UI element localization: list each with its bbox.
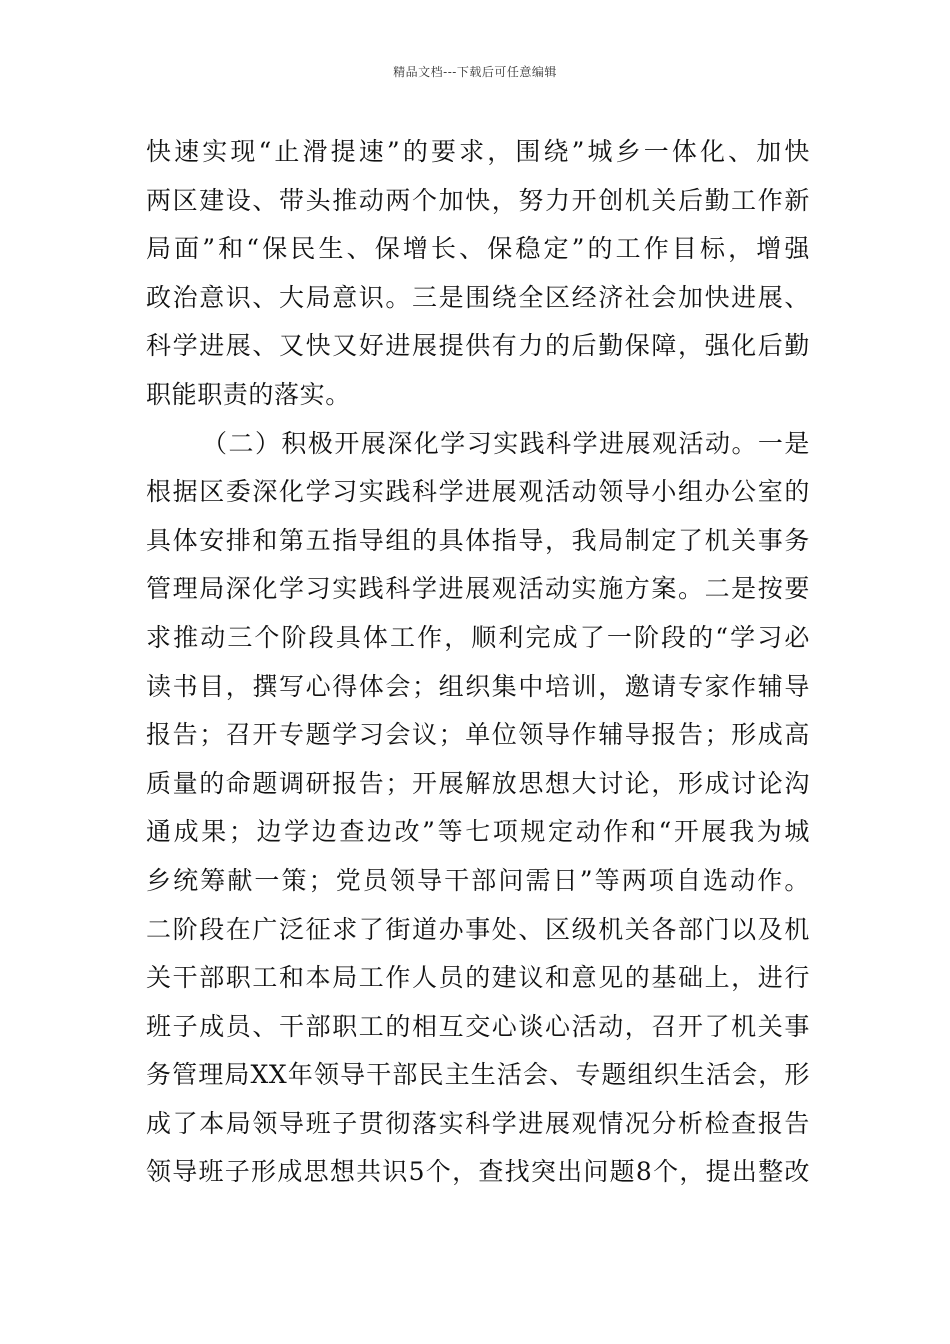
text-line: 局面”和“保民生、保增长、保稳定”的工作目标，增强: [146, 234, 810, 264]
text-line: 领导班子形成思想共识5个，查找突出问题8个，提出整改: [146, 1157, 810, 1187]
text-line: 两区建设、带头推动两个加快，努力开创机关后勤工作新: [146, 185, 810, 215]
text-line: 质量的命题调研报告；开展解放思想大讨论，形成讨论沟: [146, 768, 810, 798]
text-line: 成了本局领导班子贯彻落实科学进展观情况分析检查报告: [146, 1108, 810, 1138]
paragraph-1: [146, 128, 810, 420]
text-line: 求推动三个阶段具体工作，顺利完成了一阶段的“学习必: [146, 622, 810, 652]
page-header: 精品文档---下载后可任意编辑: [393, 65, 557, 79]
text-line: 职能职责的落实。: [146, 379, 351, 409]
text-line: 读书目，撰写心得体会；组织集中培训，邀请专家作辅导: [146, 671, 810, 701]
text-line: 务管理局XX年领导干部民主生活会、专题组织生活会，形: [146, 1060, 810, 1090]
text-line: 科学进展、又快又好进展提供有力的后勤保障，强化后勤: [146, 331, 810, 361]
text-line: 管理局深化学习实践科学进展观活动实施方案。二是按要: [146, 574, 810, 604]
text-line: 报告；召开专题学习会议；单位领导作辅导报告；形成高: [146, 720, 810, 750]
text-line: 根据区委深化学习实践科学进展观活动领导小组办公室的: [146, 477, 810, 507]
paragraph-2: [146, 420, 810, 1198]
text-line: 政治意识、大局意识。三是围绕全区经济社会加快进展、: [146, 282, 810, 312]
text-line: 关干部职工和本局工作人员的建议和意见的基础上，进行: [146, 963, 810, 993]
text-line: 通成果；边学边查边改”等七项规定动作和“开展我为城: [146, 817, 810, 847]
text-line: 二阶段在广泛征求了街道办事处、区级机关各部门以及机: [146, 914, 810, 944]
text-line: （二）积极开展深化学习实践科学进展观活动。一是: [202, 428, 810, 458]
text-line: 快速实现“止滑提速”的要求，围绕”城乡一体化、加快: [146, 137, 810, 166]
text-line: 班子成员、干部职工的相互交心谈心活动，召开了机关事: [146, 1011, 810, 1041]
text-line: 乡统筹献一策；党员领导干部问需日”等两项自选动作。: [146, 865, 810, 895]
text-line: 具体安排和第五指导组的具体指导，我局制定了机关事务: [146, 525, 810, 555]
document-body: [146, 128, 810, 1197]
